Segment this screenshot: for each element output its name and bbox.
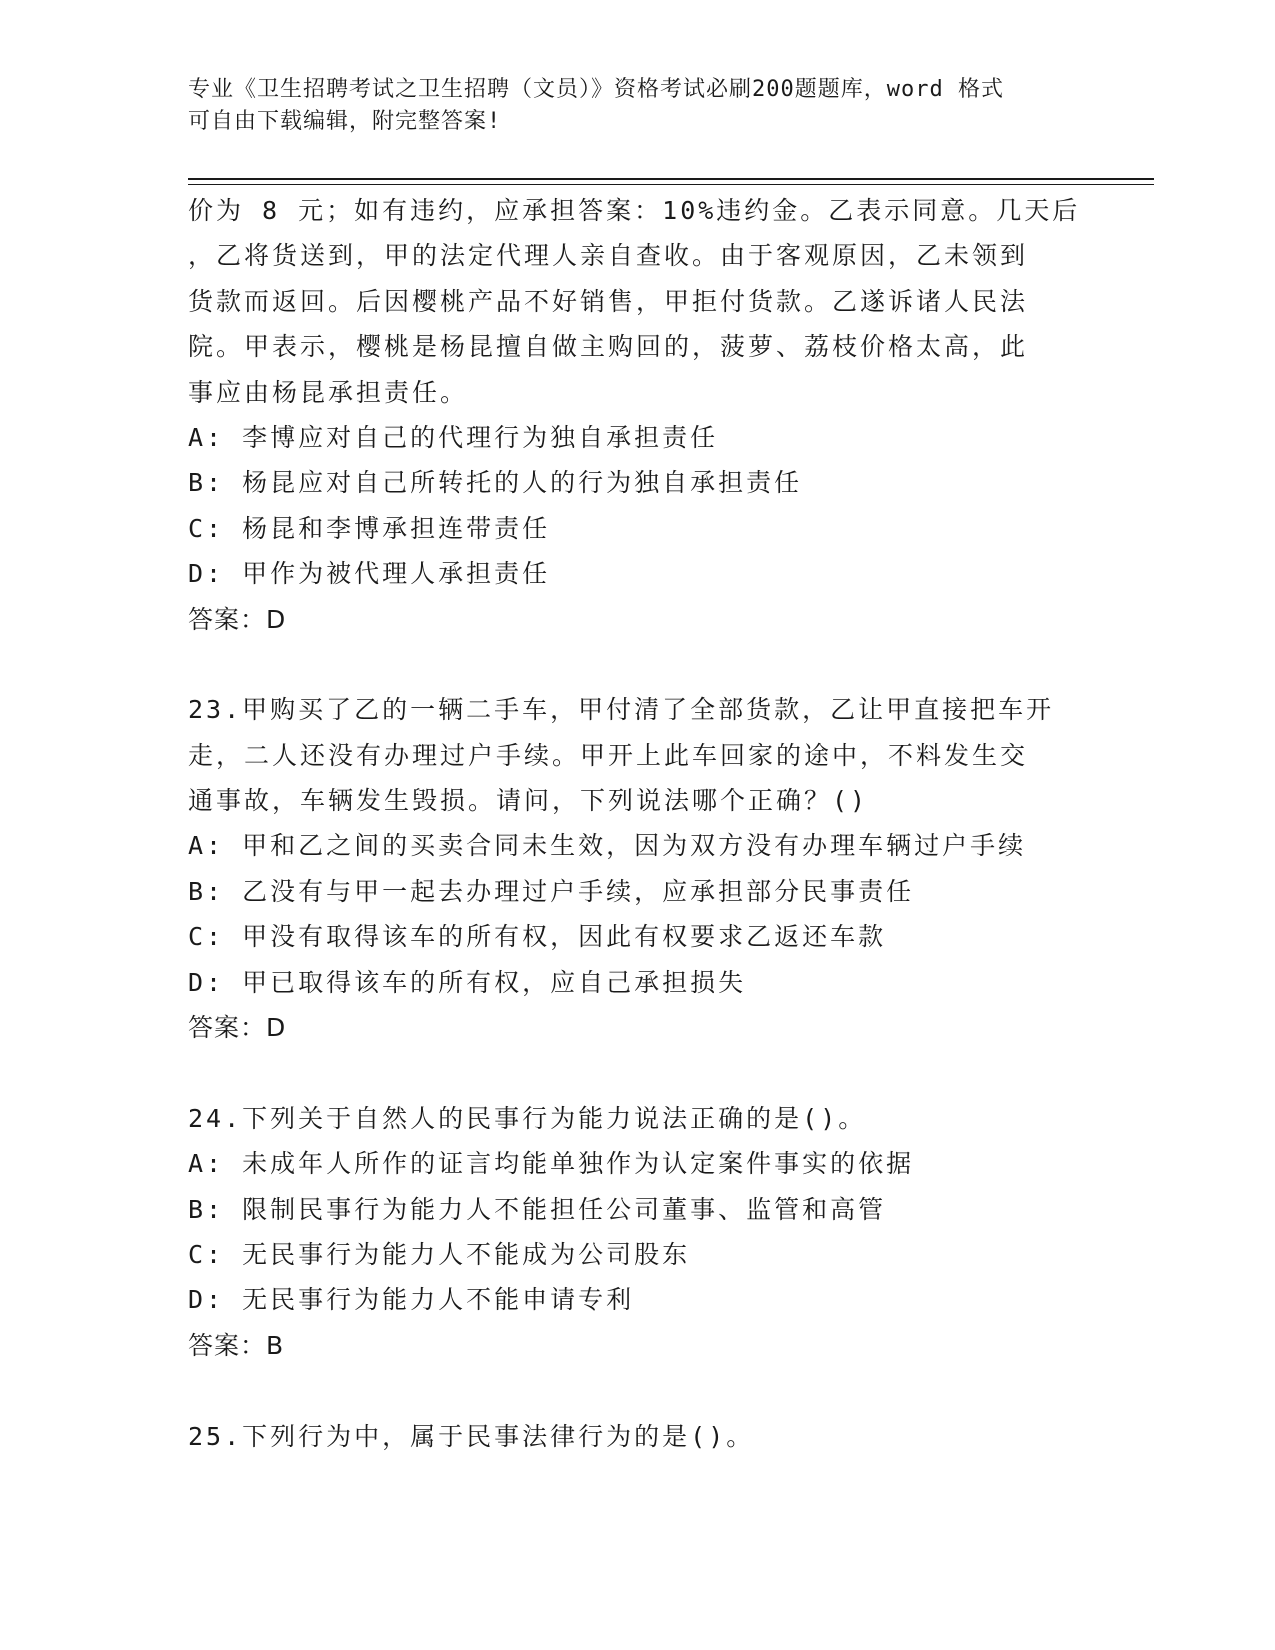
option-b: B: 乙没有与甲一起去办理过户手续，应承担部分民事责任 (188, 876, 915, 906)
page-header (188, 74, 1088, 138)
option-c: C: 甲没有取得该车的所有权，因此有权要求乙返还车款 (188, 922, 887, 952)
question-22 (188, 188, 1088, 642)
option-d: D: 甲已取得该车的所有权，应自己承担损失 (188, 967, 747, 997)
option-c: C: 无民事行为能力人不能成为公司股东 (188, 1239, 691, 1269)
question-spacer (188, 1050, 1088, 1095)
question-stem-line: 通事故，车辆发生毁损。请问，下列说法哪个正确？() (188, 786, 869, 816)
question-24 (188, 1096, 1088, 1368)
question-spacer (188, 1368, 1088, 1413)
document-body (188, 188, 1088, 1459)
question-stem-line: 价为 8 元；如有违约，应承担答案：10%违约金。乙表示同意。几天后 (188, 196, 1081, 225)
answer-label: 答案：D (188, 1013, 287, 1043)
option-b: B: 限制民事行为能力人不能担任公司董事、监管和高管 (188, 1194, 887, 1224)
header-title-line-2: 可自由下载编辑，附完整答案! (188, 109, 502, 134)
question-stem-line: 事应由杨昆承担责任。 (188, 377, 469, 407)
question-25 (188, 1414, 1088, 1459)
question-stem-line: ，乙将货送到，甲的法定代理人亲自查收。由于客观原因，乙未领到 (188, 241, 1029, 271)
option-d: D: 甲作为被代理人承担责任 (188, 559, 551, 589)
header-divider-thick (188, 178, 1154, 180)
option-c: C: 杨昆和李博承担连带责任 (188, 513, 551, 543)
question-spacer (188, 642, 1088, 687)
header-divider-thin (188, 184, 1154, 185)
option-b: B: 杨昆应对自己所转托的人的行为独自承担责任 (188, 468, 803, 498)
question-stem-line: 走，二人还没有办理过户手续。甲开上此车回家的途中，不料发生交 (188, 740, 1029, 770)
option-a: A: 李博应对自己的代理行为独自承担责任 (188, 422, 719, 452)
header-title-line-1: 专业《卫生招聘考试之卫生招聘（文员）》资格考试必刷200题题库，word 格式 (188, 77, 1004, 102)
question-23 (188, 687, 1088, 1050)
answer-label: 答案：D (188, 604, 287, 634)
option-a: A: 未成年人所作的证言均能单独作为认定案件事实的依据 (188, 1149, 915, 1179)
question-stem-line: 25.下列行为中，属于民事法律行为的是()。 (188, 1421, 755, 1451)
question-stem-line: 货款而返回。后因樱桃产品不好销售，甲拒付货款。乙遂诉诸人民法 (188, 286, 1029, 316)
question-stem-line: 院。甲表示，樱桃是杨昆擅自做主购回的，菠萝、荔枝价格太高，此 (188, 332, 1029, 362)
option-d: D: 无民事行为能力人不能申请专利 (188, 1285, 635, 1315)
option-a: A: 甲和乙之间的买卖合同未生效，因为双方没有办理车辆过户手续 (188, 831, 1027, 861)
answer-label: 答案：B (188, 1330, 285, 1360)
question-stem-line: 23.甲购买了乙的一辆二手车，甲付清了全部货款，乙让甲直接把车开 (188, 695, 1055, 725)
question-stem-line: 24.下列关于自然人的民事行为能力说法正确的是()。 (188, 1103, 867, 1133)
